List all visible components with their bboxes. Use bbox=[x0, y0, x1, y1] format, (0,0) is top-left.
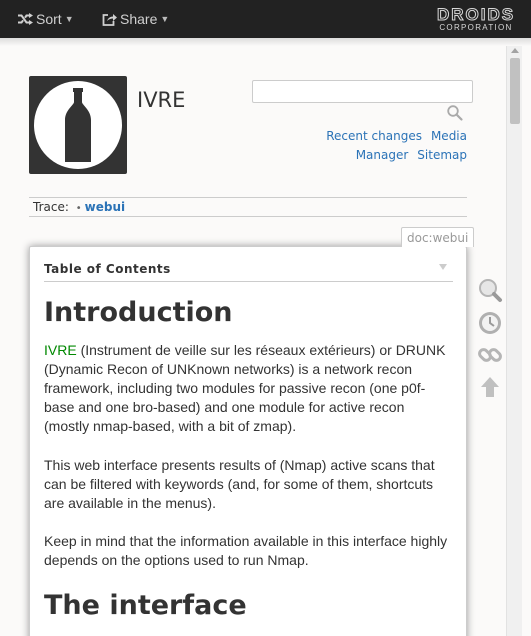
breadcrumb-separator: • bbox=[75, 203, 82, 214]
caret-down-icon: ▼ bbox=[64, 14, 74, 24]
top-navbar bbox=[0, 0, 531, 38]
bottle-icon bbox=[29, 76, 127, 174]
search-icon[interactable] bbox=[446, 104, 464, 122]
share-icon bbox=[102, 13, 117, 26]
search-input[interactable] bbox=[252, 80, 473, 103]
toc-toggle-icon[interactable] bbox=[439, 264, 447, 270]
logo-line1: DROIDS bbox=[437, 5, 516, 24]
site-logo[interactable] bbox=[29, 76, 127, 174]
site-title[interactable]: IVRE bbox=[137, 88, 186, 112]
breadcrumb-label: Trace: bbox=[33, 200, 69, 214]
breadcrumb bbox=[29, 197, 467, 217]
scroll-up-arrow-icon[interactable] bbox=[511, 48, 519, 53]
vertical-scrollbar[interactable] bbox=[506, 46, 522, 636]
old-revisions-clock-icon[interactable] bbox=[477, 310, 503, 336]
caret-down-icon: ▼ bbox=[160, 14, 170, 24]
topbar-shadow bbox=[0, 38, 531, 46]
recent-changes-link[interactable]: Recent changes bbox=[326, 129, 422, 143]
share-menu-button[interactable] bbox=[102, 0, 169, 38]
site-tools-menu bbox=[267, 127, 467, 165]
backlinks-link-icon[interactable] bbox=[477, 342, 503, 368]
heading-the-interface: The interface bbox=[44, 590, 247, 621]
sort-menu-button[interactable] bbox=[18, 0, 74, 38]
breadcrumb-item-webui[interactable]: webui bbox=[84, 200, 126, 214]
show-page-magnifier-icon[interactable] bbox=[477, 277, 503, 303]
paragraph-web-interface: This web interface presents results of (Nmap) active scans that can be filtered with keywords (and, for some of them, shortcuts are available in the menus). bbox=[44, 457, 435, 511]
media-manager-link-part2[interactable]: Manager bbox=[355, 148, 409, 162]
page-id[interactable]: doc:webui bbox=[401, 227, 474, 247]
share-label: Share bbox=[120, 11, 158, 27]
media-manager-link-part1[interactable]: Media bbox=[430, 129, 467, 143]
back-to-top-arrow-up-icon[interactable] bbox=[477, 374, 503, 400]
paragraph-intro bbox=[44, 341, 453, 436]
droids-corporation-logo[interactable] bbox=[437, 6, 515, 32]
paragraph-intro-text: (Instrument de veille sur les réseaux extérieurs) or DRUNK (Dynamic Recon of UNKnown networks) is a network recon framework, including two modules for passive recon (one p0f-base and one bro-based) and one module for active recon (mostly nmap-based, with a bit of zmap). bbox=[44, 342, 446, 434]
paragraph-keep-in-mind: Keep in mind that the information available in this interface highly depends on the options used to run Nmap. bbox=[44, 533, 448, 568]
logo-line2: CORPORATION bbox=[439, 23, 513, 32]
shuffle-icon bbox=[18, 13, 33, 25]
ivre-wiki-link[interactable]: IVRE bbox=[44, 342, 77, 358]
heading-introduction: Introduction bbox=[44, 297, 233, 328]
toc-title: Table of Contents bbox=[44, 262, 171, 276]
table-of-contents[interactable] bbox=[44, 258, 453, 282]
sitemap-link[interactable]: Sitemap bbox=[417, 148, 467, 162]
sort-label: Sort bbox=[36, 11, 62, 27]
scroll-thumb[interactable] bbox=[510, 58, 520, 124]
